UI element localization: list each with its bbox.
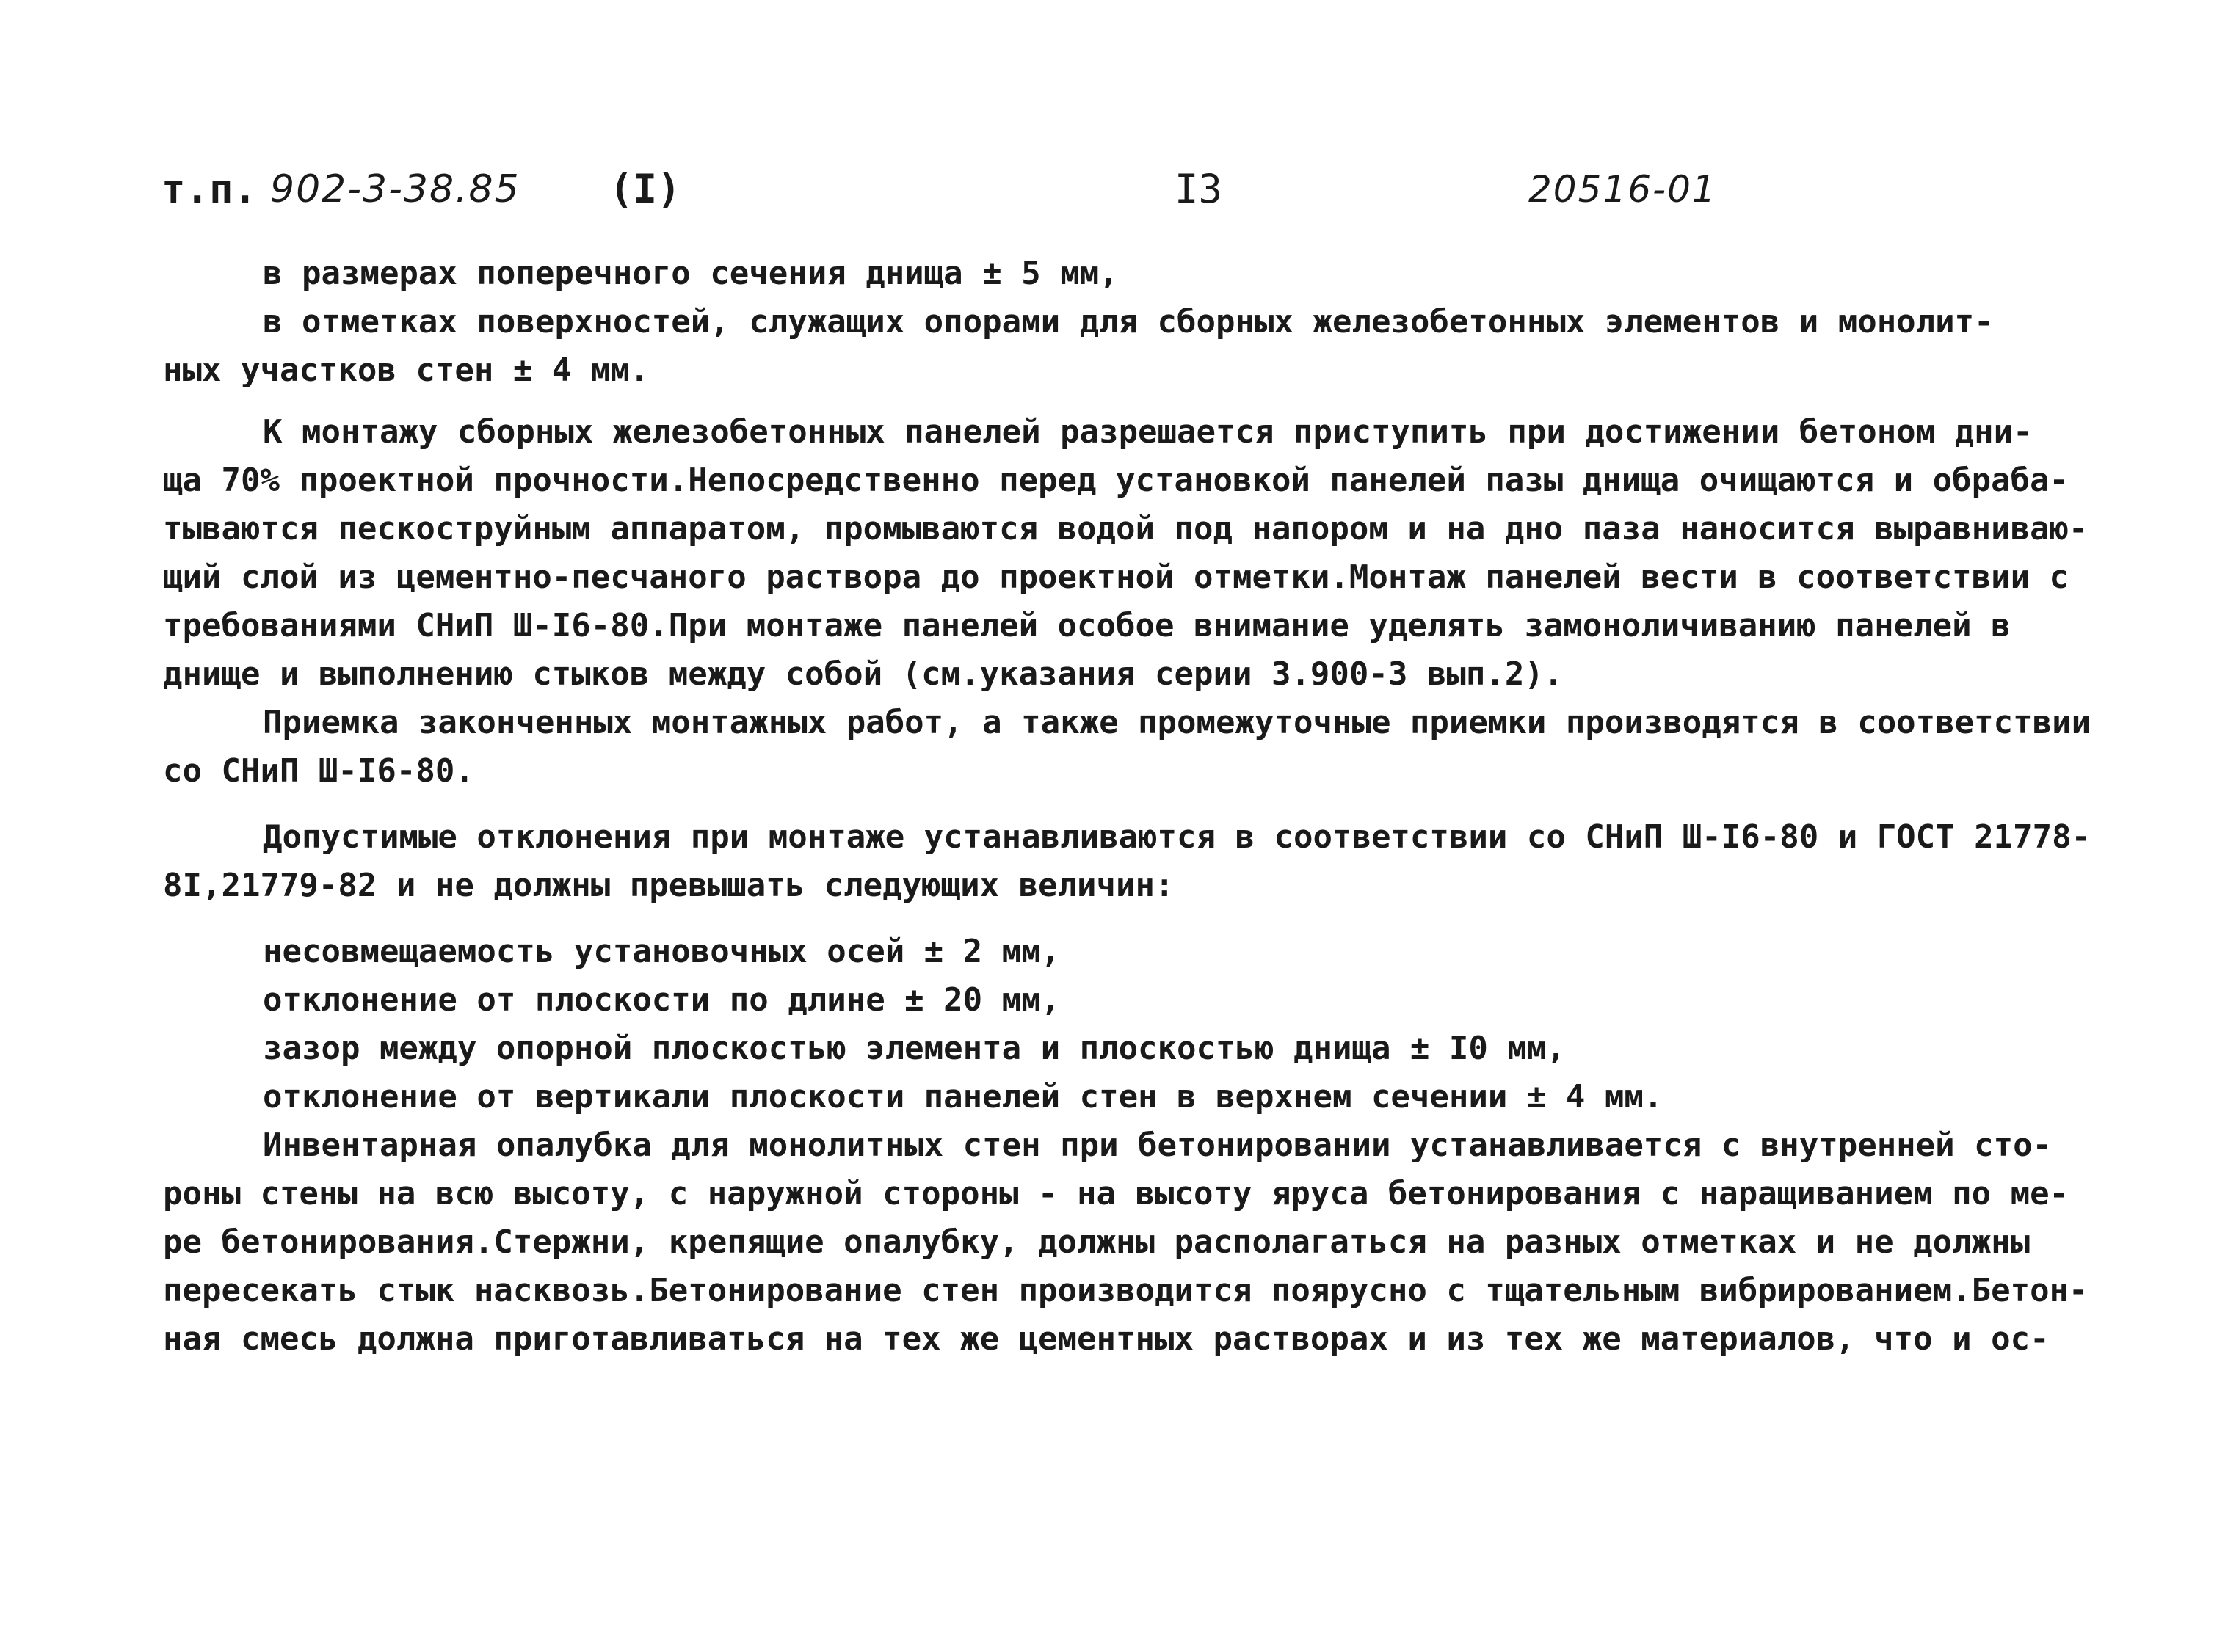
text-line: роны стены на всю высоту, с наружной стороны - на высоту яруса бетонирования с наращиванием по ме-: [163, 1175, 2069, 1212]
header-prefix: т.п.: [162, 166, 258, 212]
text-line: К монтажу сборных железобетонных панелей разрешается приступить при достижении бетоном дни-: [263, 413, 2033, 451]
text-line: со СНиП Ш-I6-80.: [163, 752, 474, 790]
text-line: Приемка законченных монтажных работ, а также промежуточные приемки производятся в соответствии: [263, 704, 2091, 741]
text-line: ща 70% проектной прочности.Непосредственно перед установкой панелей пазы днища очищаются и обраба-: [163, 462, 2069, 499]
text-line: ных участков стен ± 4 мм.: [163, 352, 650, 389]
part-number: (I): [609, 166, 681, 212]
text-line: тываются пескоструйным аппаратом, промываются водой под напором и на дно паза наносится выравниваю-: [163, 510, 2089, 547]
text-line: 8I,21779-82 и не должны превышать следующих величин:: [163, 867, 1175, 904]
text-line: Допустимые отклонения при монтаже устанавливаются в соответствии со СНиП Ш-I6-80 и ГОСТ 21778-: [263, 818, 2091, 856]
page-number: I3: [1175, 166, 1223, 212]
text-line: в отметках поверхностей, служащих опорами для сборных железобетонных элементов и монолит-: [263, 303, 1994, 341]
project-number: 902-3-38.85: [270, 167, 520, 211]
text-line: днище и выполнению стыков между собой (см.указания серии 3.900-3 вып.2).: [163, 655, 1564, 693]
document-code: 20516-01: [1528, 168, 1717, 211]
text-line: Инвентарная опалубка для монолитных стен при бетонировании устанавливается с внутренней сто-: [263, 1127, 2053, 1164]
tolerance-item: отклонение от плоскости по длине ± 20 мм,: [263, 981, 1061, 1019]
text-line: ре бетонирования.Стержни, крепящие опалубку, должны располагаться на разных отметках и не должны: [163, 1223, 2031, 1261]
tolerance-item: зазор между опорной плоскостью элемента и плоскостью днища ± I0 мм,: [263, 1030, 1566, 1067]
text-line: пересекать стык насквозь.Бетонирование стен производится поярусно с тщательным вибрированием.Бетон-: [163, 1272, 2089, 1309]
tolerance-item: отклонение от вертикали плоскости панелей стен в верхнем сечении ± 4 мм.: [263, 1078, 1663, 1116]
text-line: щий слой из цементно-песчаного раствора до проектной отметки.Монтаж панелей вести в соответствии с: [163, 558, 2069, 596]
text-line: в размерах поперечного сечения днища ± 5 мм,: [263, 255, 1119, 292]
text-line: ная смесь должна приготавливаться на тех же цементных растворах и из тех же материалов, что и ос-: [163, 1320, 2050, 1358]
document-body: [163, 250, 2145, 1364]
text-line: требованиями СНиП Ш-I6-80.При монтаже панелей особое внимание уделять замоноличиванию панелей в: [163, 607, 2011, 644]
page-header: [162, 160, 2144, 219]
tolerance-item: несовмещаемость установочных осей ± 2 мм,: [263, 933, 1061, 970]
